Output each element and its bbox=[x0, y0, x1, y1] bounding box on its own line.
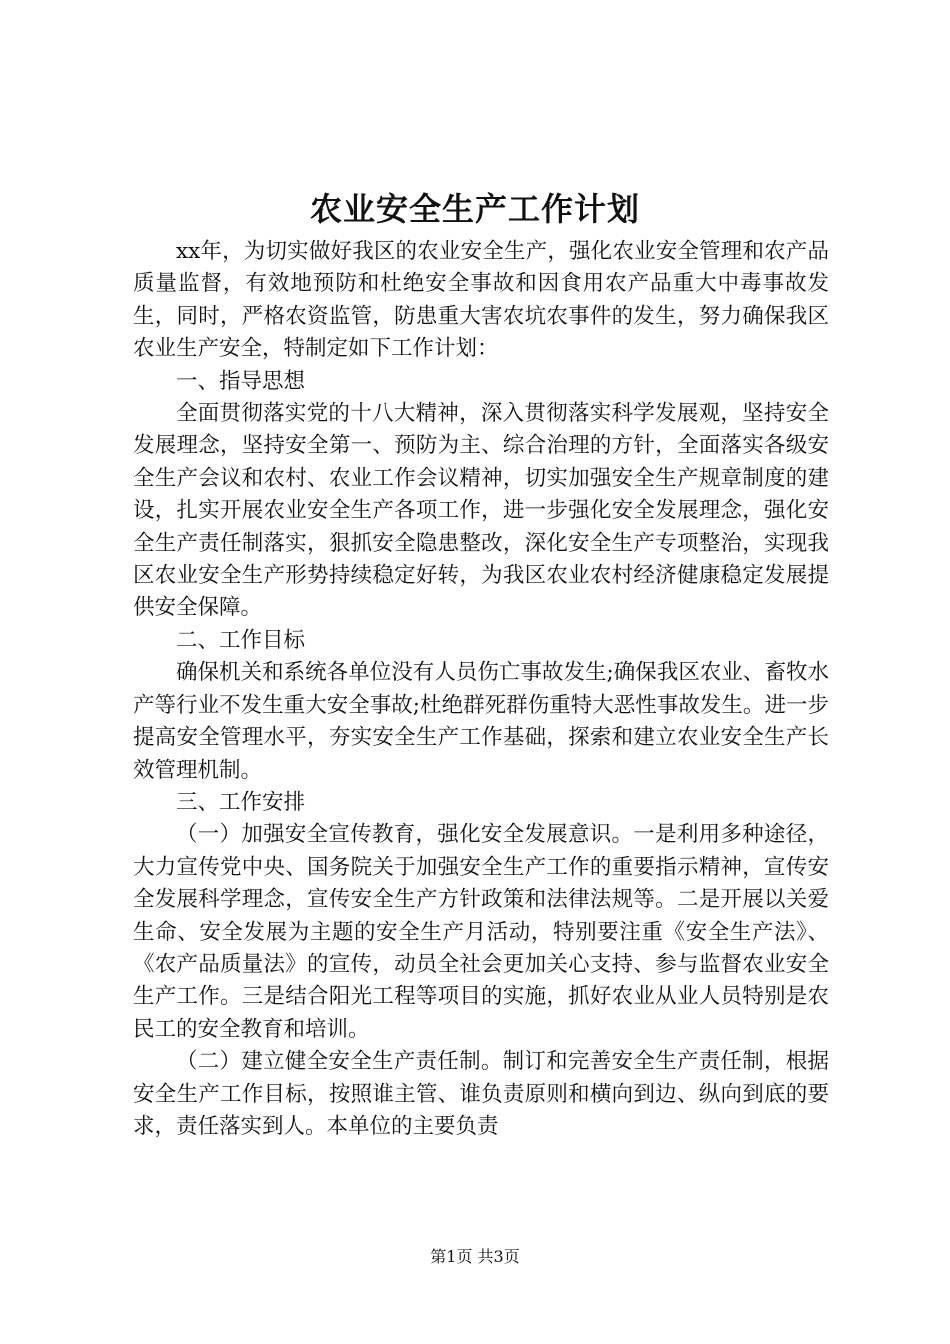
document-body bbox=[133, 236, 829, 1143]
arrangement-item-1-paragraph: （一）加强安全宣传教育，强化安全发展意识。一是利用多种途径，大力宣传党中央、国务院关于加强安全生产工作的重要指示精神，宣传安全发展科学理念，宣传安全生产方针政策和法律法规等。二是开展以关爱生命、安全发展为主题的安全生产月活动，特别要注重《安全生产法》、《农产品质量法》的宣传，动员全社会更加关心支持、参与监督农业安全生产工作。三是结合阳光工程等项目的实施，抓好农业从业人员特别是农民工的安全教育和培训。 bbox=[133, 822, 829, 1042]
section-heading-guiding-ideology: 一、指导思想 bbox=[176, 368, 306, 394]
section-heading-work-goals: 二、工作目标 bbox=[176, 627, 306, 653]
arrangement-item-2-paragraph: （二）建立健全安全生产责任制。制订和完善安全生产责任制，根据安全生产工作目标，按照谁主管、谁负责原则和横向到边、纵向到底的要求，责任落实到人。本单位的主要负责 bbox=[133, 1049, 829, 1139]
section-heading-work-arrangement: 三、工作安排 bbox=[176, 789, 306, 815]
page-footer: 第1页 共3页 bbox=[430, 1247, 520, 1266]
guiding-ideology-paragraph: 全面贯彻落实党的十八大精神，深入贯彻落实科学发展观，坚持安全发展理念，坚持安全第一、预防为主、综合治理的方针，全面落实各级安全生产会议和农村、农业工作会议精神，切实加强安全生产规章制度的建设，扎实开展农业安全生产各项工作，进一步强化安全发展理念，强化安全生产责任制落实，狠抓安全隐患整改，深化安全生产专项整治，实现我区农业安全生产形势持续稳定好转，为我区农业农村经济健康稳定发展提供安全保障。 bbox=[133, 401, 829, 621]
intro-paragraph: xx年，为切实做好我区的农业安全生产，强化农业安全管理和农产品质量监督，有效地预防和杜绝安全事故和因食用农产品重大中毒事故发生，同时，严格农资监管，防患重大害农坑农事件的发生，努力确保我区农业生产安全，特制定如下工作计划： bbox=[133, 239, 829, 362]
document-title: 农业安全生产工作计划 bbox=[309, 190, 640, 228]
work-goals-paragraph: 确保机关和系统各单位没有人员伤亡事故发生;确保我区农业、畜牧水产等行业不发生重大安全事故;杜绝群死群伤重特大恶性事故发生。进一步提高安全管理水平，夯实安全生产工作基础，探索和建立农业安全生产长效管理机制。 bbox=[133, 660, 829, 783]
